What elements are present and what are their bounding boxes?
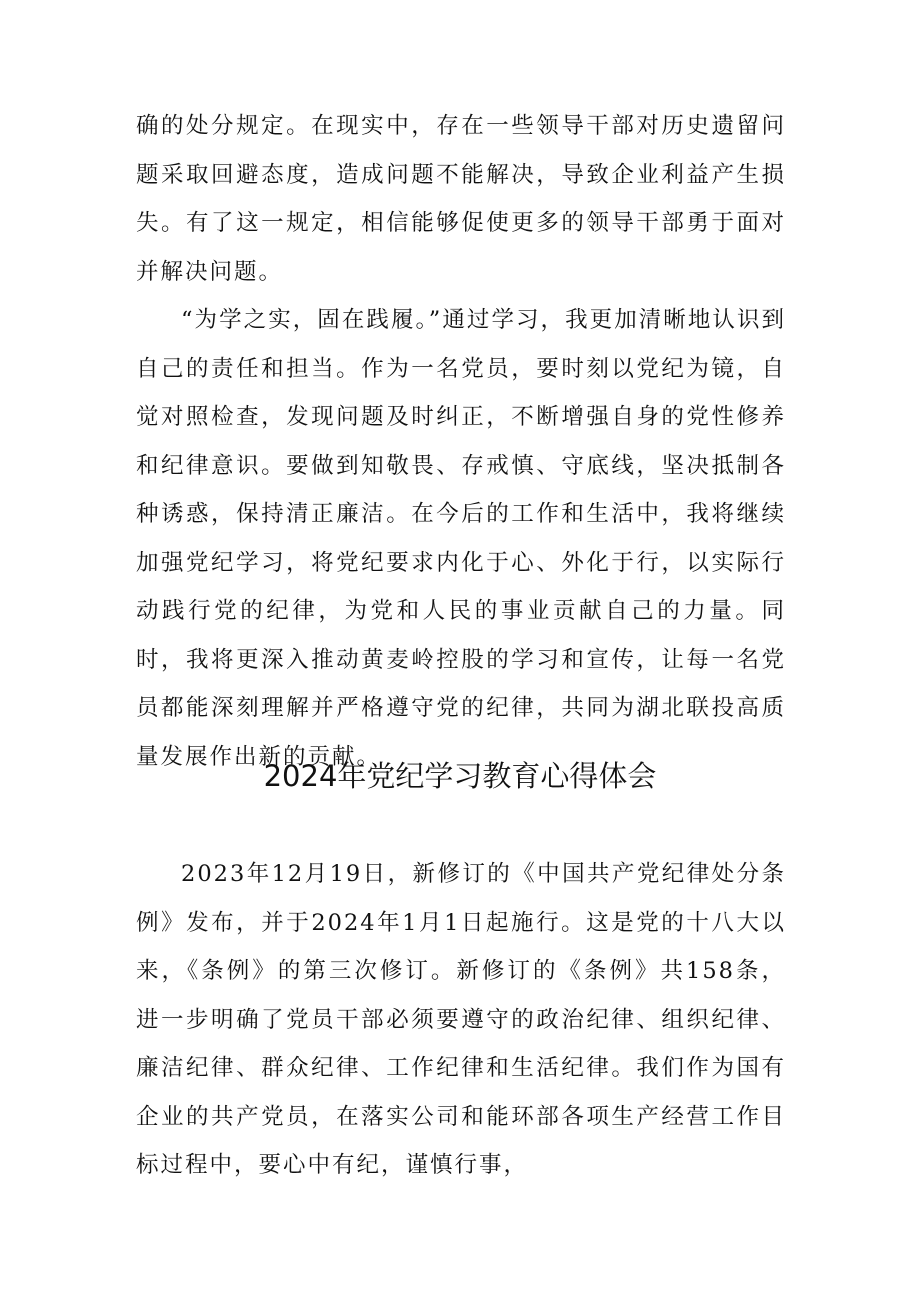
article-body [136, 850, 786, 1190]
previous-section-text [136, 102, 786, 781]
paragraph: “为学之实，固在践履。”通过学习，我更加清晰地认识到自己的责任和担当。作为一名党员，要时刻以党纪为镜，自觉对照检查，发现问题及时纠正，不断增强自身的党性修养和纪律意识。要做到知敬畏、存戒慎、守底线，坚决抵制各种诱惑，保持清正廉洁。在今后的工作和生活中，我将继续加强党纪学习，将党纪要求内化于心、外化于行，以实际行动践行党的纪律，为党和人民的事业贡献自己的力量。同时，我将更深入推动黄麦岭控股的学习和宣传，让每一名党员都能深刻理解并严格遵守党的纪律，共同为湖北联投高质量发展作出新的贡献。 [136, 307, 786, 770]
paragraph: 2023年12月19日，新修订的《中国共产党纪律处分条例》发布，并于2024年1月1日起施行。这是党的十八大以来，《条例》的第三次修订。新修订的《条例》共158条，进一步明确了党员干部必须要遵守的政治纪律、组织纪律、廉洁纪律、群众纪律、工作纪律和生活纪律。我们作为国有企业的共产党员，在落实公司和能环部各项生产经营工作目标过程中，要心中有纪，谨慎行事， [136, 861, 786, 1178]
paragraph-continuation: 确的处分规定。在现实中，存在一些领导干部对历史遗留问题采取回避态度，造成问题不能解决，导致企业利益产生损失。有了这一规定，相信能够促使更多的领导干部勇于面对并解决问题。 [136, 113, 786, 285]
article-title: 2024年党纪学习教育心得体会 [263, 759, 657, 793]
